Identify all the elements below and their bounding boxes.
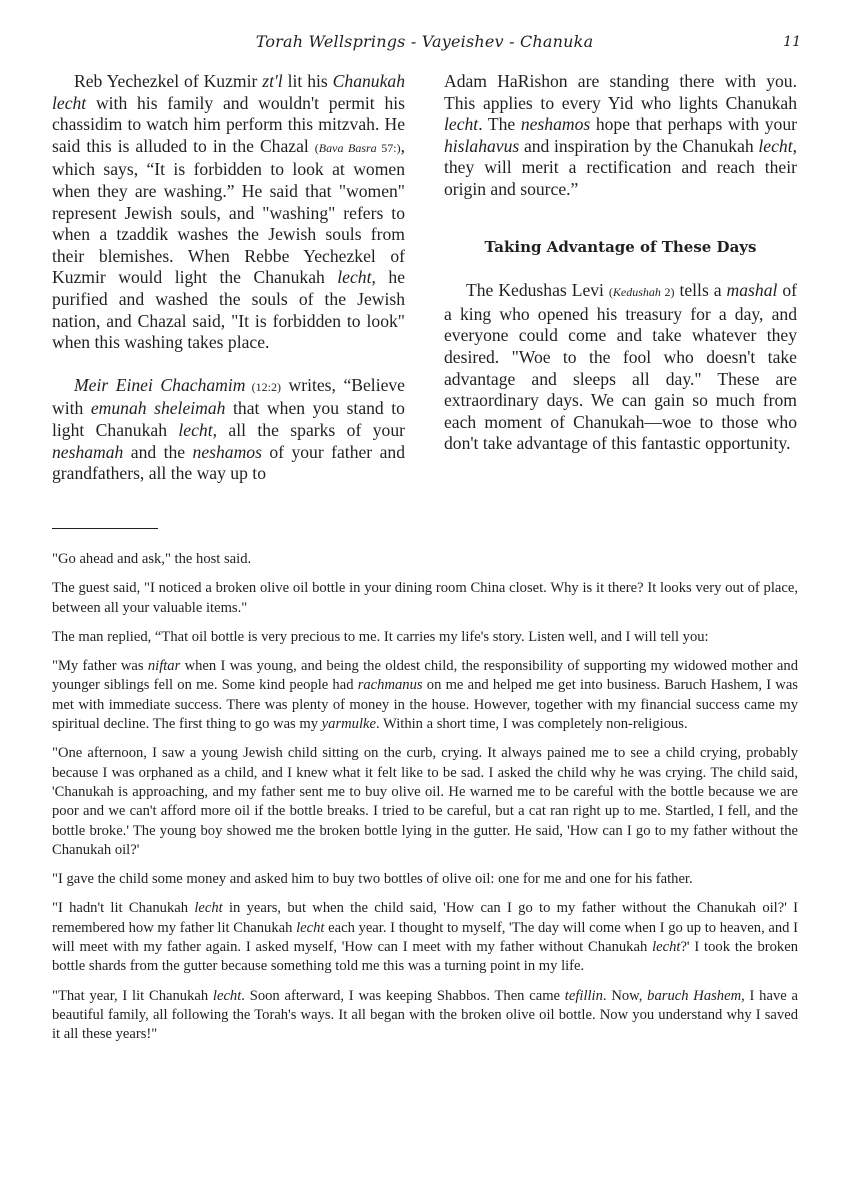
italic-term: mashal	[726, 280, 778, 301]
right-column	[444, 71, 797, 455]
footnote-paragraph: "Go ahead and ask," the host said.	[52, 551, 252, 567]
text: with his family and wouldn't permit his chassidim to watch him perform this mitzvah. He said this is alluded to in the Chazal	[52, 92, 405, 156]
citation: (Kedushah 2)	[608, 285, 675, 300]
italic-term: lecht	[444, 114, 479, 135]
italic-term: lecht	[758, 135, 793, 156]
footnote-separator	[52, 528, 158, 529]
text: Reb Yechezkel of Kuzmir	[74, 71, 263, 91]
citation: (Bava Basra 57:)	[314, 140, 401, 155]
text: lit his	[282, 71, 333, 91]
text: The Kedushas Levi	[466, 280, 609, 301]
running-header	[0, 32, 849, 56]
section-heading: Taking Advantage of These Days	[484, 237, 757, 256]
text: that when you stand to light Chanukah	[52, 398, 405, 440]
page-number: 11	[783, 34, 801, 50]
italic-term: neshamos	[520, 114, 591, 135]
footnote-paragraph: "That year, I lit Chanukah lecht. Soon afterward, I was keeping Shabbos. Then came tefillin. Now, baruch Hashem, I have a beautiful family, all following the Torah's ways. It all began with the broken olive oil bottle. Now you understand why I saved it all these years!"	[52, 987, 798, 1043]
footnote-paragraph: "My father was niftar when I was young, and being the oldest child, the responsibility of supporting my widowed mother and younger siblings fell on me. Some kind people had rachmanus on me and helped me get into business. Baruch Hashem, I was met with immediate success. There was plenty of money in the house. However, together with my financial success came my spiritual decline. The first thing to go was my yarmulke. Within a short time, I was completely non-religious.	[52, 658, 798, 733]
paragraph-meir-einei	[52, 375, 405, 485]
paragraph-adam-harishon	[444, 71, 797, 201]
text: writes, “Believe with	[52, 374, 405, 419]
footnote-paragraph: "I hadn't lit Chanukah lecht in years, but when the child said, 'How can I go to my father without the Chanukah oil?' I remembered how my father lit Chanukah lecht each year. I thought to myself, 'The day will come when I go up to heaven, and I will meet with my father again. I asked myself, 'How can I meet with my father without Chanukah lecht?' I took the broken bottle shards from the gutter because something told me this was a turning point in my life.	[52, 900, 798, 975]
italic-term: lecht	[337, 267, 372, 288]
text: of your father and grandfathers, all the way up to	[52, 441, 405, 484]
paragraph-kedushas-levi	[444, 280, 797, 455]
footnote-paragraph: "One afternoon, I saw a young Jewish child sitting on the curb, crying. It always pained me to see a child crying, probably because I was orphaned as a child, and I knew what it felt like to be sad. I asked the child why he was crying. The child said, 'Chanukah is approaching, and my father sent me to buy olive oil. He warned me to be careful with the bottle because we are poor and we can't afford more oil if the bottle breaks. I tried to be careful, but a cat ran right up to me. Startled, I fell, and the bottle broke.' The young boy showed me the broken bottle lying in the gutter. He said, 'How can I go to my father without the Chanukah oil?'	[52, 745, 798, 858]
text: hope that perhaps with your	[590, 114, 797, 135]
header-title: Torah Wellsprings - Vayeishev - Chanuka	[255, 32, 594, 51]
text: . The	[478, 114, 521, 135]
italic-term: Chanukah lecht	[52, 71, 405, 113]
text: , they will merit a rectification and reach their origin and source.”	[444, 135, 797, 199]
italic-term: zt'l	[262, 71, 283, 91]
italic-term: Meir Einei Chachamim	[74, 374, 246, 395]
text: Adam HaRishon are standing there with you. This applies to every Yid who lights Chanukah	[444, 71, 797, 113]
paragraph-kuzmir	[52, 71, 405, 354]
footnote-paragraph: The guest said, "I noticed a broken olive oil bottle in your dining room China closet. Why is it there? It looks very out of place, between all your valuable items."	[52, 580, 798, 616]
italic-term: hislahavus	[444, 135, 520, 156]
footnote-paragraph: "I gave the child some money and asked him to buy two bottles of olive oil: one for me and one for his father.	[52, 871, 693, 888]
italic-term: neshamah	[52, 441, 124, 462]
text: and the	[123, 441, 193, 462]
text: , he purified and washed the souls of the Jewish nation, and Chazal said, "It is forbidden to look" when this washing takes place.	[52, 267, 405, 353]
text: , which says, “It is forbidden to look at women when they are washing.” He said that "women" represent Jewish souls, and "washing" refers to when a tzaddik washes the Jewish souls from their blemishes. When Rebbe Yechezkel of Kuzmir would light the Chanukah	[52, 135, 405, 288]
footnote-paragraph: The man replied, “That oil bottle is very precious to me. It carries my life's story. Listen well, and I will tell you:	[52, 628, 709, 645]
italic-term: emunah sheleimah	[90, 398, 226, 419]
left-column	[52, 71, 405, 485]
italic-term: neshamos	[192, 441, 262, 462]
citation: (12:2)	[245, 379, 281, 394]
text: and inspiration by the Chanukah	[519, 135, 759, 156]
text: of a king who opened his treasury for a day, and everyone could come and take whatever they desired. "Woe to the fool who doesn't take advantage and sleeps all day." These are extraordinary days. We can gain so much from each moment of Chanukah—woe to those who don't take advantage of this fantastic opportunity.	[444, 280, 798, 454]
text: , all the sparks of your	[212, 419, 405, 440]
italic-term: lecht	[178, 419, 213, 440]
footnotes	[52, 550, 798, 1055]
text: tells a	[674, 280, 727, 301]
